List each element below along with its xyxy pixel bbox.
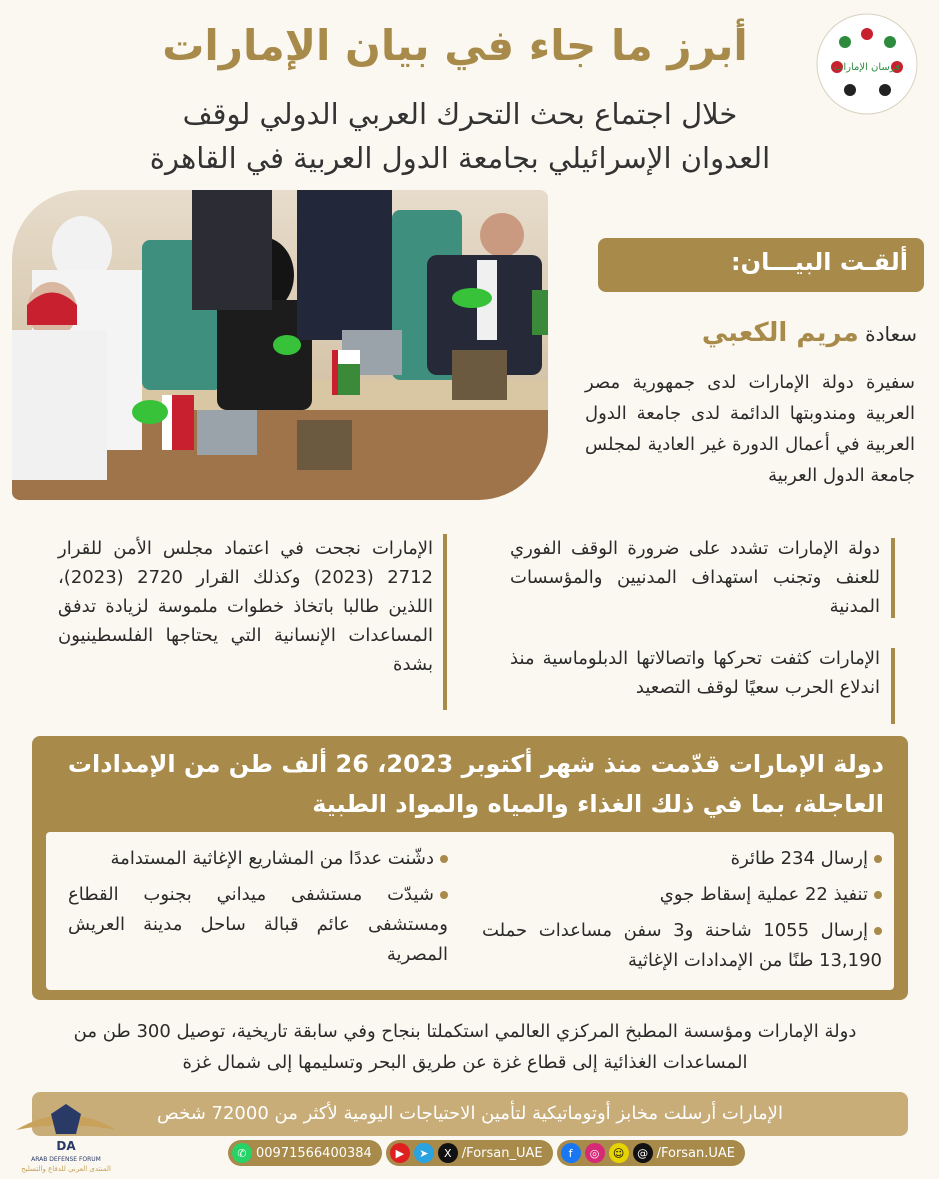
point-left-1: الإمارات نجحت في اعتماد مجلس الأمن للقرار 2712 (2023) وكذلك القرار 2720 (2023)، اللذين طالبا باتخاذ خطوات ملموسة لزيادة تدفق المساعدات الإنسانية التي يحتاجها الفلسطينيون بشدة bbox=[58, 538, 434, 675]
arab-defense-forum-watermark bbox=[6, 1100, 126, 1175]
phone-number: 00971566400384 bbox=[256, 1145, 372, 1161]
subtitle-line-1: خلال اجتماع بحث التحرك العربي الدولي لوقف bbox=[182, 97, 738, 131]
list-item: إرسال 234 طائرة bbox=[482, 844, 882, 874]
telegram-icon: ➤ bbox=[414, 1143, 434, 1163]
list-item: إرسال 1055 شاحنة و3 سفن مساعدات حملت 13,190 طنًا من الإمدادات الإغاثية bbox=[482, 920, 882, 971]
ovens-text: الإمارات أرسلت مخابز أوتوماتيكية لتأمين الاحتياجات اليومية لأكثر من 72000 شخص bbox=[157, 1103, 783, 1124]
forsan-logo bbox=[815, 12, 920, 117]
bullet-icon bbox=[440, 891, 448, 899]
svg-text:DA: DA bbox=[56, 1139, 76, 1153]
speaker-name: مريم الكعبي bbox=[701, 318, 859, 348]
statement-label-box bbox=[598, 238, 924, 292]
bullet-icon bbox=[874, 855, 882, 863]
kitchen-text: دولة الإمارات ومؤسسة المطبخ المركزي العالمي استكملتا بنجاح وفي سابقة تاريخية، توصيل 300 طن من المساعدات الغذائية إلى قطاع غزة عن طريق البحر وتسليمها إلى شمال غزة bbox=[73, 1021, 857, 1073]
speaker-bio: سفيرة دولة الإمارات لدى جمهورية مصر العربية ومندوبتها الدائمة لدى جامعة الدول العربية في أعمال الدورة غير العادية لمجلس جامعة الدول العربية bbox=[585, 372, 915, 486]
aid-right-list bbox=[482, 844, 882, 976]
whatsapp-icon: ✆ bbox=[232, 1143, 252, 1163]
point-right-2: الإمارات كثفت تحركها واتصالاتها الدبلوماسية منذ اندلاع الحرب سعيًا لوقف التصعيد bbox=[510, 648, 880, 698]
page-title: أبرز ما جاء في بيان الإمارات bbox=[162, 21, 748, 70]
divider-bar bbox=[891, 648, 895, 724]
threads-icon: @ bbox=[633, 1143, 653, 1163]
speaker-line bbox=[702, 318, 917, 348]
bullet-icon bbox=[874, 891, 882, 899]
page-subtitle bbox=[80, 92, 840, 180]
x-icon: X bbox=[438, 1143, 458, 1163]
list-item: دشّنت عددًا من المشاريع الإغاثية المستدامة bbox=[68, 844, 448, 874]
facebook-icon: f bbox=[561, 1143, 581, 1163]
bullet-icon bbox=[440, 855, 448, 863]
snapchat-icon: ☺ bbox=[609, 1143, 629, 1163]
handle-pill-1[interactable] bbox=[386, 1140, 553, 1166]
ovens-banner bbox=[32, 1092, 908, 1136]
meeting-photo bbox=[12, 190, 548, 500]
social-handle-1: /Forsan_UAE bbox=[461, 1145, 543, 1161]
social-bar bbox=[228, 1140, 745, 1166]
phone-pill[interactable] bbox=[228, 1140, 382, 1166]
list-item: شيدّت مستشفى ميداني بجنوب القطاع ومستشفى عائم قبالة ساحل مدينة العريش المصرية bbox=[68, 884, 448, 965]
youtube-icon: ▶ bbox=[390, 1143, 410, 1163]
speaker-honorific: سعادة bbox=[865, 322, 917, 346]
point-right-1: دولة الإمارات تشدد على ضرورة الوقف الفوري للعنف وتجنب استهداف المدنيين والمؤسسات المدنية bbox=[510, 538, 880, 617]
divider-bar bbox=[891, 538, 895, 618]
instagram-icon: ◎ bbox=[585, 1143, 605, 1163]
svg-text:ARAB DEFENSE FORUM: ARAB DEFENSE FORUM bbox=[31, 1156, 101, 1163]
aid-section bbox=[32, 736, 908, 1000]
statement-label: ألقـت البيـــان: bbox=[730, 248, 908, 276]
social-handle-2: /Forsan.UAE bbox=[656, 1145, 736, 1161]
bullet-icon bbox=[874, 927, 882, 935]
divider-bar bbox=[443, 534, 447, 710]
aid-details bbox=[46, 832, 894, 990]
list-item: تنفيذ 22 عملية إسقاط جوي bbox=[482, 880, 882, 910]
aid-headline: دولة الإمارات قدّمت منذ شهر أكتوبر 2023، 26 ألف طن من الإمدادات العاجلة، بما في ذلك الغذاء والمياه والمواد الطبية bbox=[67, 750, 884, 818]
logo-text: فرسان الإمارات bbox=[833, 62, 901, 73]
subtitle-line-2: العدوان الإسرائيلي بجامعة الدول العربية في القاهرة bbox=[149, 141, 771, 175]
handle-pill-2[interactable] bbox=[557, 1140, 745, 1166]
svg-text:المنتدى العربي للدفاع والتسليح: المنتدى العربي للدفاع والتسليح bbox=[21, 1165, 111, 1173]
aid-left-list bbox=[68, 844, 448, 970]
